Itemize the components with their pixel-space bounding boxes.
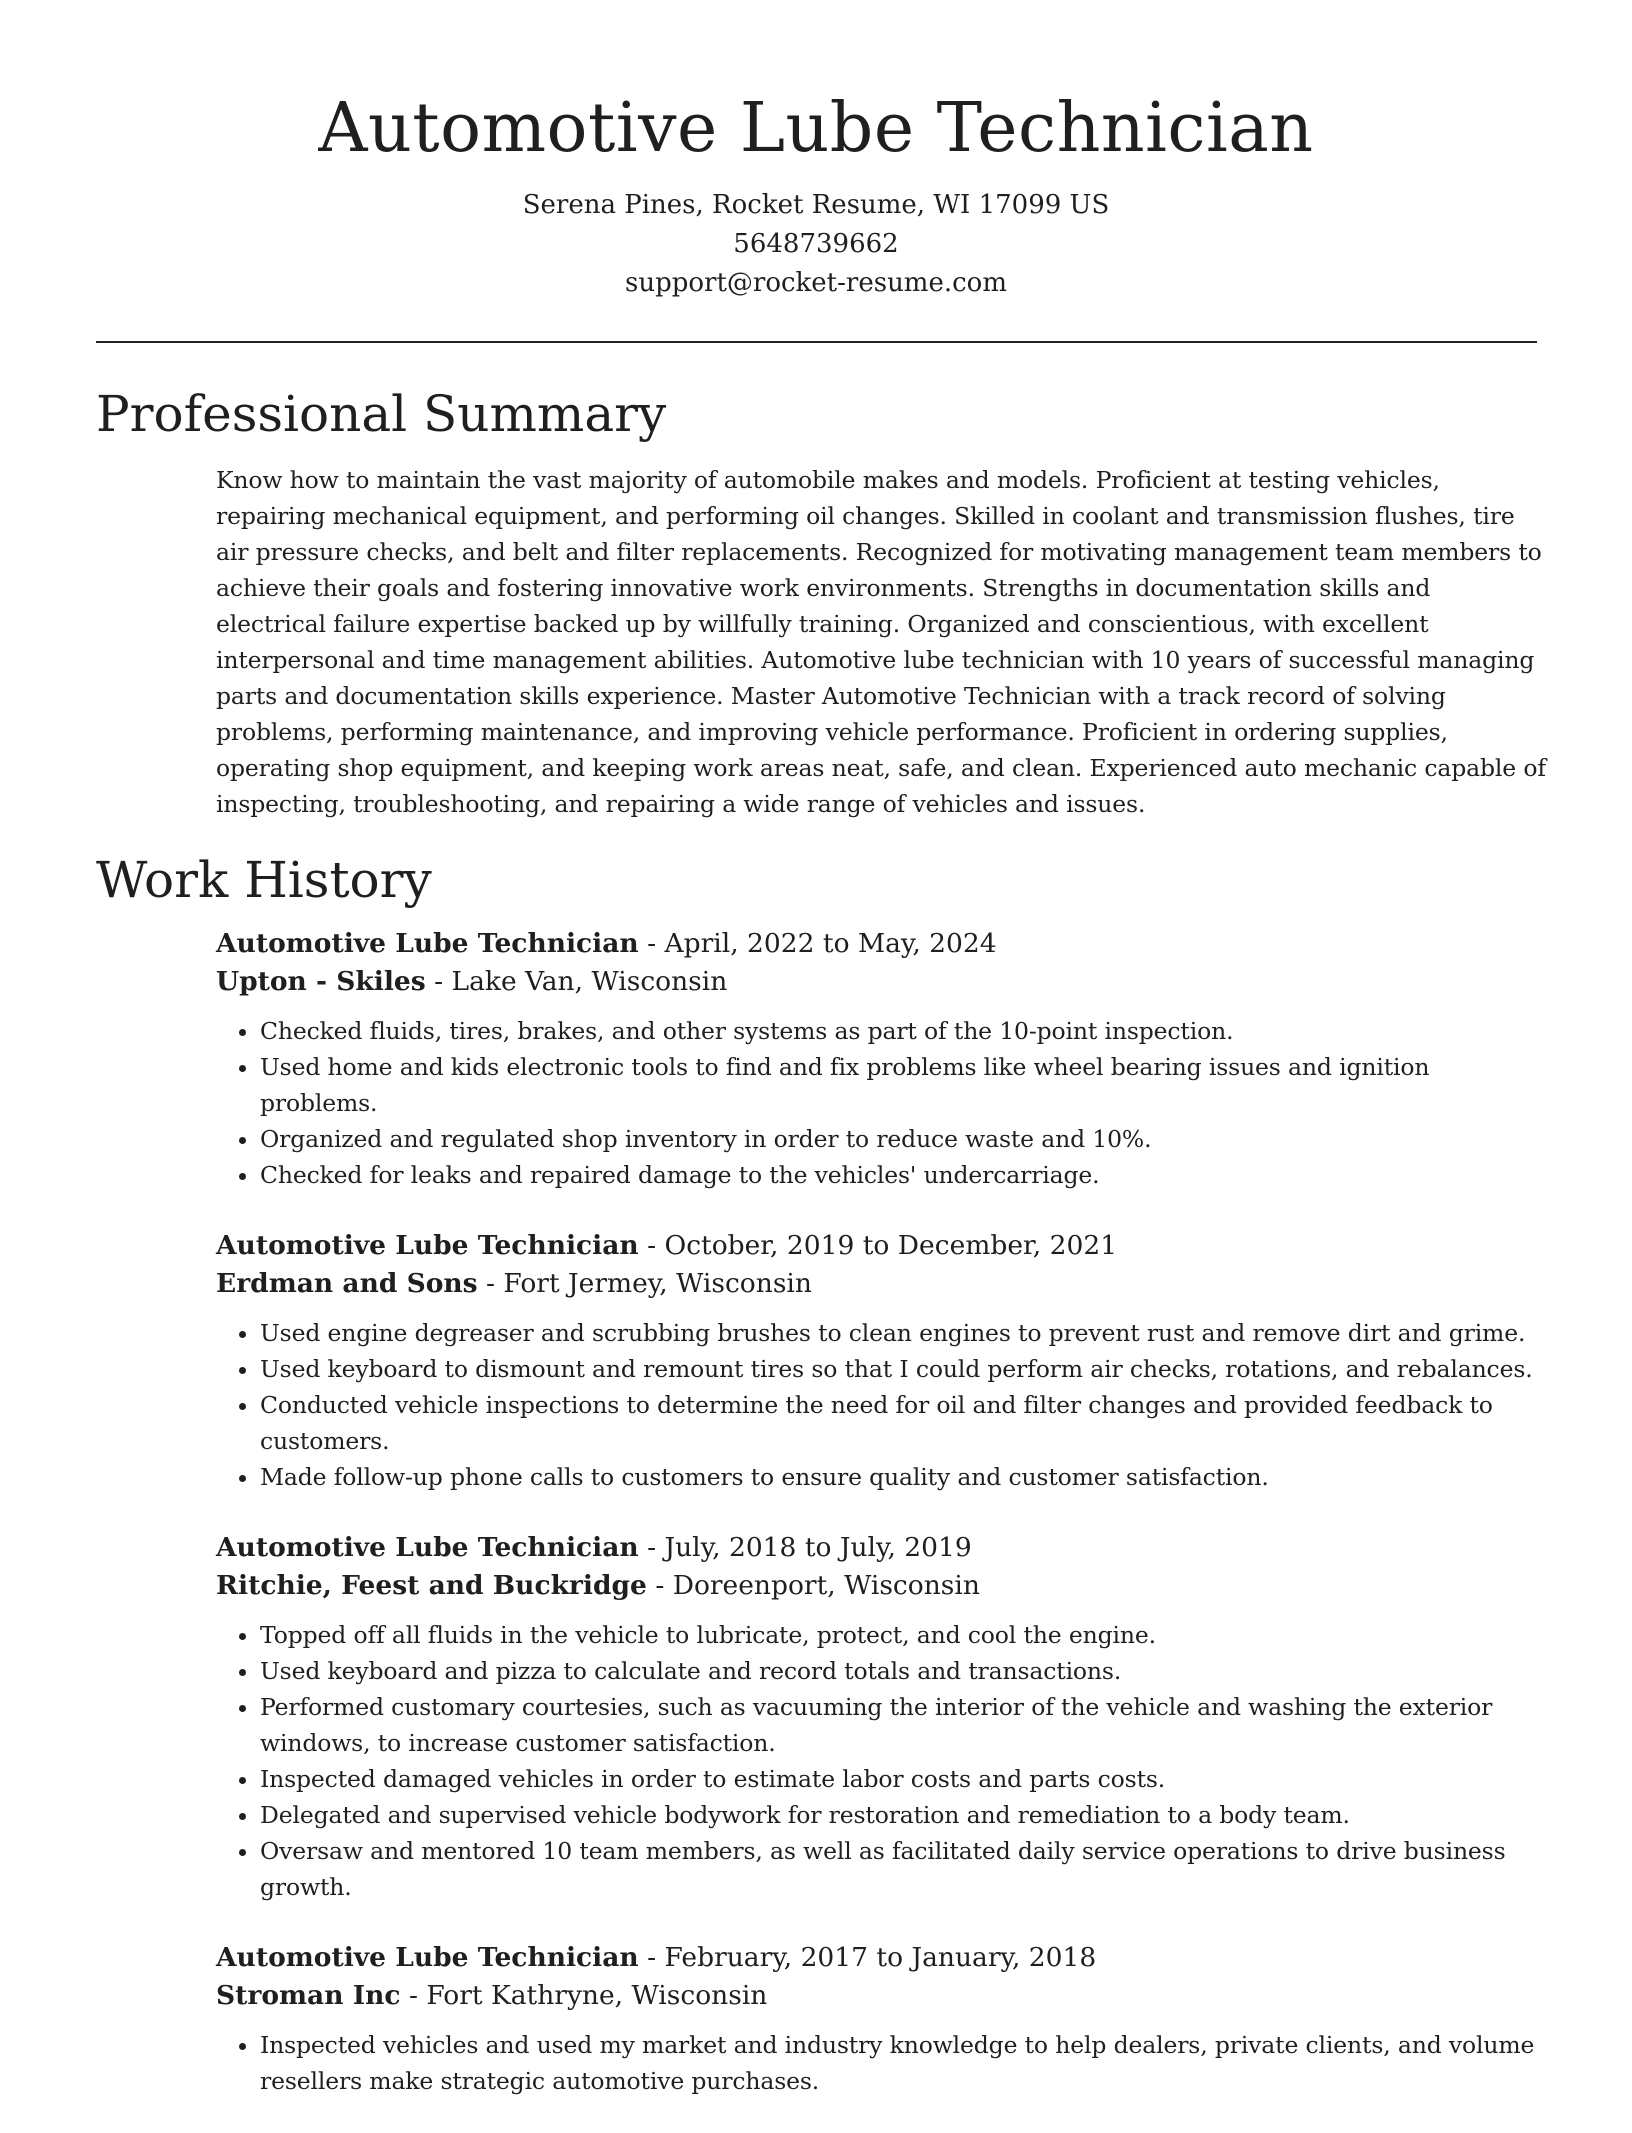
job-title-line	[216, 1529, 1546, 1567]
job-company-line	[216, 1567, 1546, 1605]
job-bullets	[216, 1013, 1546, 1193]
work-history-list	[216, 925, 1546, 2133]
job-entry	[216, 925, 1546, 1193]
job-bullet: • Used engine degreaser and scrubbing brushes to clean engines to prevent rust and remove dirt and grime.	[260, 1315, 1546, 1351]
job-bullet: • Used home and kids electronic tools to find and fix problems like wheel bearing issues and ignition problems.	[260, 1049, 1546, 1121]
job-bullet: • Oversaw and mentored 10 team members, as well as facilitated daily service operations to drive business growth.	[260, 1833, 1546, 1905]
job-company-line	[216, 1265, 1546, 1303]
job-location: - Lake Van, Wisconsin	[425, 966, 728, 997]
job-entry	[216, 1529, 1546, 1905]
job-bullet: • Checked fluids, tires, brakes, and other systems as part of the 10-point inspection.	[260, 1013, 1546, 1049]
job-company-line	[216, 1977, 1546, 2015]
job-dates: - October, 2019 to December, 2021	[638, 1230, 1118, 1261]
contact-phone: 5648739662	[733, 229, 899, 259]
job-bullets	[216, 1617, 1546, 1905]
job-bullet: • Topped off all fluids in the vehicle to lubricate, protect, and cool the engine.	[260, 1617, 1546, 1653]
job-bullet: • Inspected vehicles and used my market and industry knowledge to help dealers, private clients, and volume resellers make strategic automotive purchases.	[260, 2027, 1546, 2099]
summary-title: Professional Summary	[96, 385, 667, 443]
job-location: - Doreenport, Wisconsin	[646, 1570, 980, 1601]
job-bullet: • Delegated and supervised vehicle bodywork for restoration and remediation to a body team.	[260, 1797, 1546, 1833]
job-entry	[216, 1939, 1546, 2099]
job-bullet: • Conducted vehicle inspections to determine the need for oil and filter changes and provided feedback to customers.	[260, 1387, 1546, 1459]
job-title-line	[216, 1227, 1546, 1265]
job-dates: - April, 2022 to May, 2024	[638, 928, 997, 959]
job-dates: - February, 2017 to January, 2018	[638, 1942, 1097, 1973]
job-bullet: • Organized and regulated shop inventory in order to reduce waste and 10%.	[260, 1121, 1546, 1157]
job-entry	[216, 1227, 1546, 1495]
job-dates: - July, 2018 to July, 2019	[638, 1532, 972, 1563]
job-company-line	[216, 963, 1546, 1001]
job-role: Automotive Lube Technician	[216, 1532, 639, 1563]
resume-name: Automotive Lube Technician	[318, 89, 1314, 168]
job-company: Stroman Inc	[216, 1980, 401, 2011]
job-bullet: • Inspected damaged vehicles in order to estimate labor costs and parts costs.	[260, 1761, 1546, 1797]
resume-header	[0, 0, 1632, 303]
job-company: Upton - Skiles	[216, 966, 426, 997]
header-divider	[96, 341, 1537, 343]
job-bullet: • Used keyboard and pizza to calculate and record totals and transactions.	[260, 1653, 1546, 1689]
job-bullet: • Checked for leaks and repaired damage to the vehicles' undercarriage.	[260, 1157, 1546, 1193]
work-history-title: Work History	[96, 851, 432, 909]
job-company: Erdman and Sons	[216, 1268, 478, 1299]
contact-email: support@rocket-resume.com	[624, 268, 1007, 298]
job-bullet: • Used keyboard to dismount and remount tires so that I could perform air checks, rotations, and rebalances.	[260, 1351, 1546, 1387]
summary-text: Know how to maintain the vast majority of automobile makes and models. Proficient at testing vehicles, repairing mechanical equipment, and performing oil changes. Skilled in coolant and transmission flushes, tire air pressure checks, and belt and filter replacements. Recognized for motivating management team members to achieve their goals and fostering innovative work environments. Strengths in documentation skills and electrical failure expertise backed up by willfully training. Organized and conscientious, with excellent interpersonal and time management abilities. Automotive lube technician with 10 years of successful managing parts and documentation skills experience. Master Automotive Technician with a track record of solving problems, performing maintenance, and improving vehicle performance. Proficient in ordering supplies, operating shop equipment, and keeping work areas neat, safe, and clean. Experienced auto mechanic capable of inspecting, troubleshooting, and repairing a wide range of vehicles and issues.	[216, 466, 1546, 818]
job-location: - Fort Jermey, Wisconsin	[477, 1268, 812, 1299]
job-bullet: • Made follow-up phone calls to customers to ensure quality and customer satisfaction.	[260, 1459, 1546, 1495]
job-role: Automotive Lube Technician	[216, 1230, 639, 1261]
job-bullets	[216, 2027, 1546, 2099]
contact-address: Serena Pines, Rocket Resume, WI 17099 US	[522, 190, 1110, 220]
job-title-line	[216, 1939, 1546, 1977]
job-role: Automotive Lube Technician	[216, 928, 639, 959]
job-location: - Fort Kathryne, Wisconsin	[400, 1980, 768, 2011]
job-bullets	[216, 1315, 1546, 1495]
job-bullet: • Performed customary courtesies, such as vacuuming the interior of the vehicle and washing the exterior windows, to increase customer satisfaction.	[260, 1689, 1546, 1761]
job-title-line	[216, 925, 1546, 963]
job-role: Automotive Lube Technician	[216, 1942, 639, 1973]
job-company: Ritchie, Feest and Buckridge	[216, 1570, 647, 1601]
